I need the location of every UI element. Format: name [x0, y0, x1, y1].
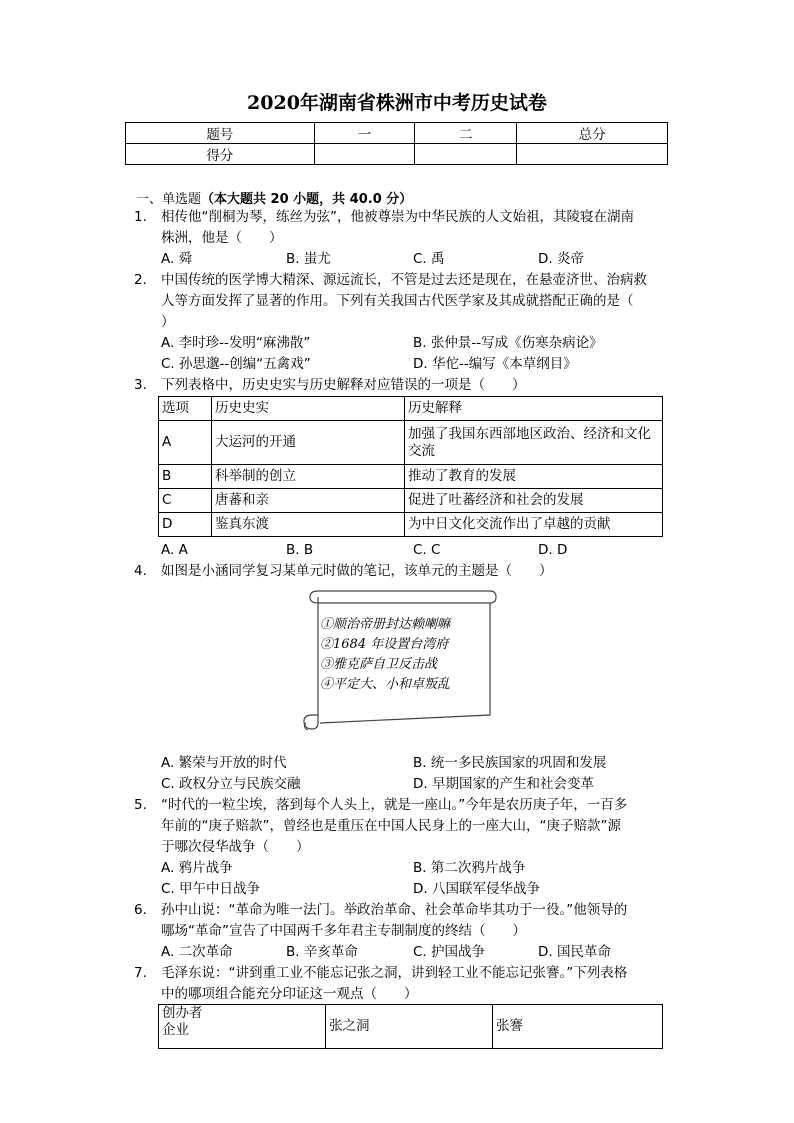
scroll-note-image: [298, 583, 498, 733]
option-a[interactable]: A. 二次革命: [161, 944, 233, 960]
option-d[interactable]: D. 炎帝: [538, 251, 584, 267]
stem-line: 于哪次侵华战争（ ）: [161, 839, 310, 855]
stem-line: 如图是小涵同学复习某单元时做的笔记，该单元的主题是（ ）: [161, 563, 553, 579]
table-row: [159, 489, 663, 513]
option-b[interactable]: B. 辛亥革命: [286, 944, 358, 960]
score-header-row: [126, 123, 668, 144]
table-cell: 选项: [159, 397, 212, 421]
table-row: [159, 1005, 663, 1049]
question-number: 4.: [134, 563, 147, 579]
option-b[interactable]: B. 第二次鸦片战争: [413, 860, 526, 876]
score-value-row: [126, 144, 668, 165]
option-d[interactable]: D. D: [538, 542, 568, 558]
note-line: ③雅克萨自卫反击战: [320, 657, 438, 672]
stem-line: 人等方面发挥了显著的作用。下列有关我国古代医学家及其成就搭配正确的是（: [161, 293, 634, 309]
stem-line: 毛泽东说：“讲到重工业不能忘记张之洞，讲到轻工业不能忘记张謇。”下列表格: [161, 965, 628, 981]
stem-line: 株洲，他是（ ）: [161, 230, 283, 246]
score-cell: 二: [415, 123, 517, 144]
note-line: ①顺治帝册封达赖喇嘛: [320, 617, 451, 632]
table-row: [159, 465, 663, 489]
table-cell: 历史解释: [405, 397, 663, 421]
page-title: 2020年湖南省株洲市中考历史试卷: [247, 92, 547, 114]
score-input-cell: [415, 144, 517, 165]
history-table: [158, 396, 663, 537]
section-detail: （本大题共 20 小题，共 40.0 分）: [201, 192, 413, 207]
option-b[interactable]: B. 蚩尤: [286, 251, 331, 267]
table-cell: 历史史实: [212, 397, 405, 421]
question-2: [134, 270, 674, 333]
founder-table: [158, 1004, 663, 1049]
question-number: 3.: [134, 377, 147, 393]
stem-line: 中的哪项组合能充分印证这一观点（ ）: [161, 986, 418, 1002]
question-number: 5.: [134, 797, 147, 813]
table-cell: 大运河的开通: [212, 421, 405, 465]
option-a[interactable]: A. 舜: [161, 251, 193, 267]
option-d[interactable]: D. 早期国家的产生和社会变革: [413, 776, 594, 792]
stem-line: 中国传统的医学博大精深、源远流长，不管是过去还是现在，在悬壶济世、治病救: [161, 272, 647, 288]
question-number: 1.: [134, 209, 147, 225]
question-stem: [161, 207, 674, 249]
stem-line: 年前的“庚子赔款”，曾经也是重压在中国人民身上的一座大山，“庚子赔款”源: [161, 818, 621, 834]
score-cell: 题号: [126, 123, 315, 144]
option-c[interactable]: C. 禹: [413, 251, 445, 267]
stem-line: 下列表格中，历史史实与历史解释对应错误的一项是（ ）: [161, 377, 526, 393]
note-line: ②1684 年设置台湾府: [320, 637, 449, 652]
option-c[interactable]: C. 孙思邈--创编“五禽戏”: [161, 356, 311, 372]
score-input-cell: [314, 144, 415, 165]
score-cell: 得分: [126, 144, 315, 165]
question-7: [134, 963, 674, 1005]
option-d[interactable]: D. 华佗--编写《本草纲目》: [413, 356, 577, 372]
stem-line: 相传他“削桐为琴，练丝为弦”，他被尊崇为中华民族的人文始祖，其陵寝在湖南: [161, 209, 634, 225]
table-cell: 推动了教育的发展: [405, 465, 663, 489]
score-input-cell: [517, 144, 668, 165]
question-5: [134, 795, 674, 858]
option-b[interactable]: B. 张仲景--写成《伤寒杂病论》: [413, 335, 603, 351]
question-stem: [161, 900, 674, 942]
stem-line: “时代的一粒尘埃，落到每个人头上，就是一座山。”今年是农历庚子年，一百多: [161, 797, 628, 813]
question-number: 6.: [134, 902, 147, 918]
option-d[interactable]: D. 国民革命: [538, 944, 611, 960]
option-c[interactable]: C. 护国战争: [413, 944, 486, 960]
table-cell: A: [159, 421, 212, 465]
table-cell: D: [159, 513, 212, 537]
stem-line: 孙中山说：“革命为唯一法门。举政治革命、社会革命毕其功于一役。”他领导的: [161, 902, 628, 918]
question-number: 7.: [134, 965, 147, 981]
table-cell: C: [159, 489, 212, 513]
section-heading: [136, 188, 412, 207]
section-prefix: 一、单选题: [136, 192, 202, 207]
score-cell: 总分: [517, 123, 668, 144]
option-a[interactable]: A. 李时珍--发明“麻沸散”: [161, 335, 311, 351]
table-cell: 唐蕃和亲: [212, 489, 405, 513]
option-d[interactable]: D. 八国联军侵华战争: [413, 881, 540, 897]
table-cell: 为中日文化交流作出了卓越的贡献: [405, 513, 663, 537]
score-table: [125, 122, 668, 165]
stem-line: ）: [161, 314, 175, 330]
note-line: ④平定大、小和卓叛乱: [320, 677, 451, 692]
table-row: [159, 397, 663, 421]
table-cell: 促进了吐蕃经济和社会的发展: [405, 489, 663, 513]
question-stem: [161, 963, 674, 1005]
table-cell: 鉴真东渡: [212, 513, 405, 537]
question-stem: [161, 561, 674, 582]
option-a[interactable]: A. 鸦片战争: [161, 860, 233, 876]
question-stem: [161, 375, 674, 396]
question-3: [134, 375, 674, 396]
option-b[interactable]: B. 统一多民族国家的巩固和发展: [413, 755, 607, 771]
question-1: [134, 207, 674, 249]
question-4: [134, 561, 674, 582]
table-cell: 张之洞: [326, 1005, 493, 1049]
table-cell: 科举制的创立: [212, 465, 405, 489]
option-c[interactable]: C. 甲午中日战争: [161, 881, 261, 897]
table-row: [159, 513, 663, 537]
question-number: 2.: [134, 272, 147, 288]
table-cell: 创办者 企业: [159, 1005, 326, 1049]
question-stem: [161, 270, 674, 333]
stem-line: 哪场“革命”宣告了中国两千多年君主专制制度的终结（ ）: [161, 923, 526, 939]
option-b[interactable]: B. B: [286, 542, 314, 558]
question-stem: [161, 795, 674, 858]
option-a[interactable]: A. A: [161, 542, 188, 558]
score-cell: 一: [314, 123, 415, 144]
option-a[interactable]: A. 繁荣与开放的时代: [161, 755, 287, 771]
table-cell: 加强了我国东西部地区政治、经济和文化交流: [405, 421, 663, 465]
table-cell: 张謇: [493, 1005, 663, 1049]
table-row: [159, 421, 663, 465]
option-c[interactable]: C. 政权分立与民族交融: [161, 776, 301, 792]
question-6: [134, 900, 674, 942]
table-cell: B: [159, 465, 212, 489]
option-c[interactable]: C. C: [413, 542, 441, 558]
